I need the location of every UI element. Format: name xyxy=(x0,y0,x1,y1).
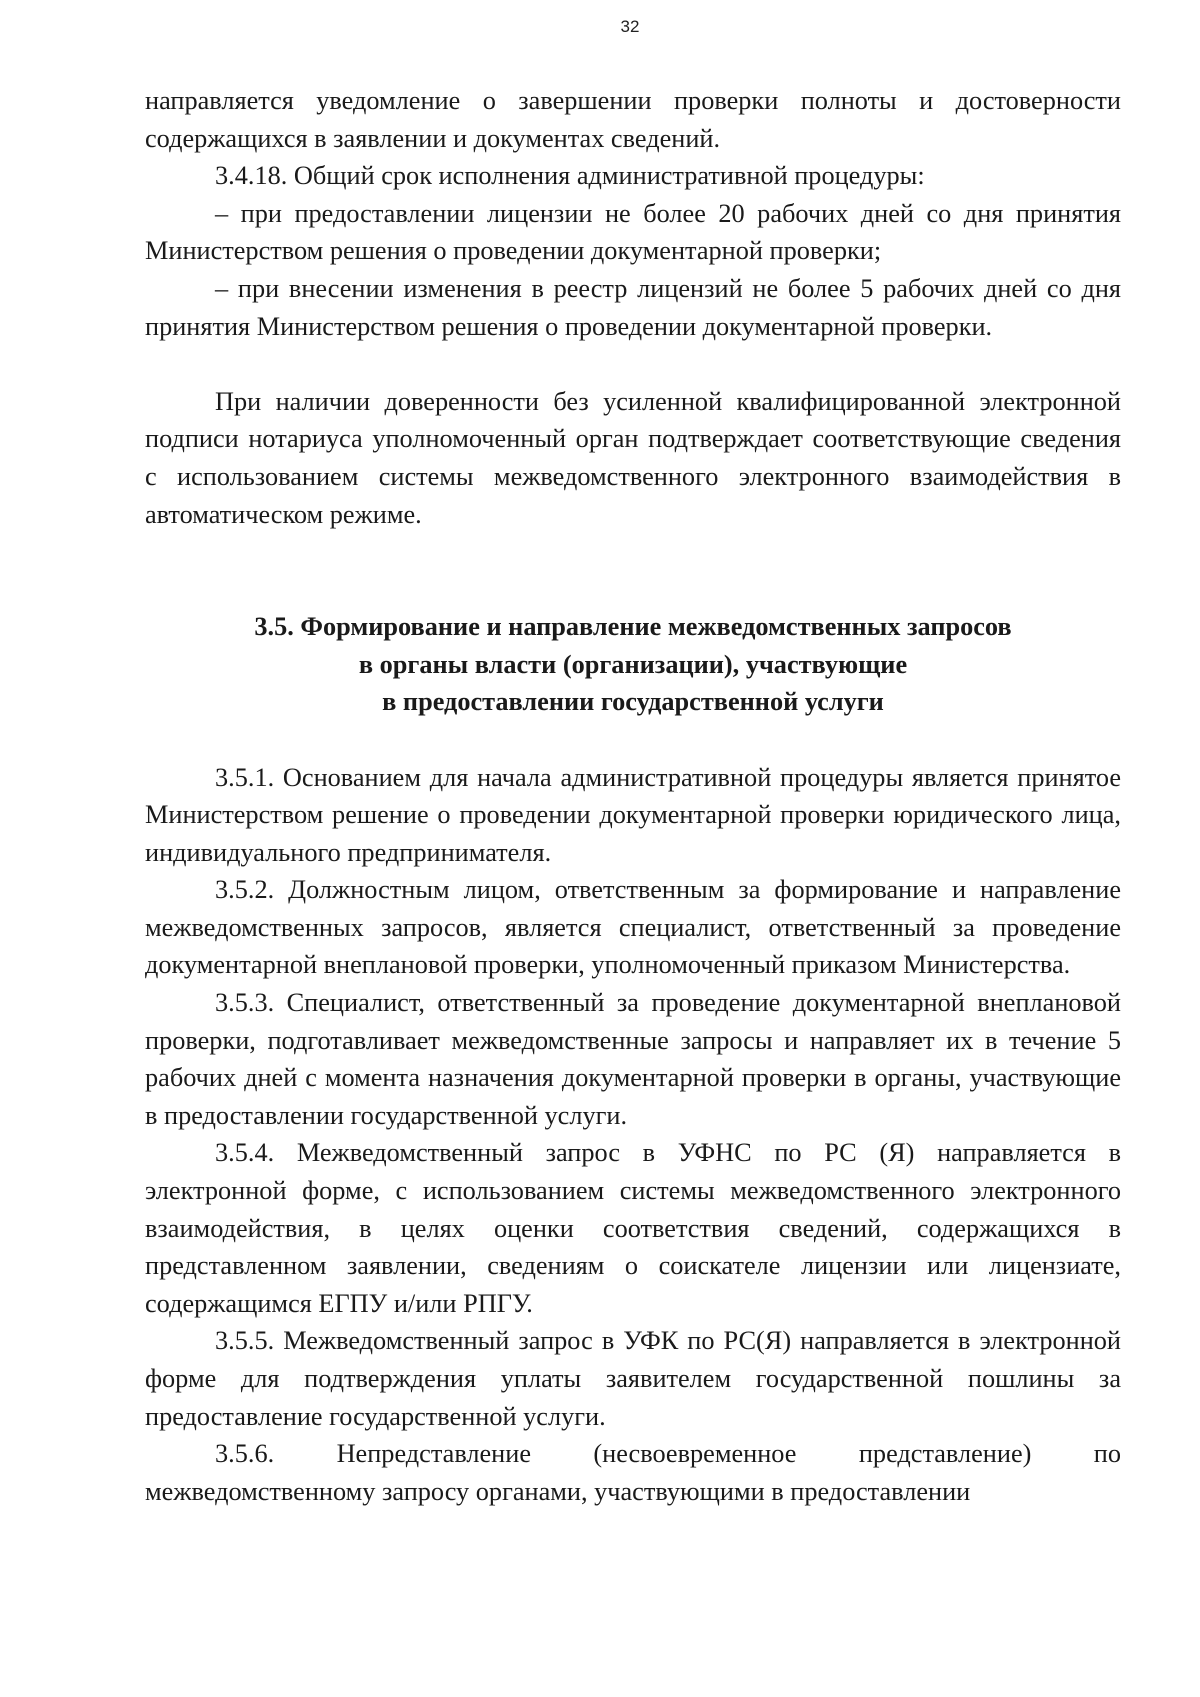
paragraph-3-5-2: 3.5.2. Должностным лицом, ответственным за формирование и направление межведомственных запросов, является специалист, ответственный за проведение документарной внеплановой проверки, уполномоченный приказом Министерства. xyxy=(145,875,1121,980)
spacer xyxy=(145,345,1121,383)
paragraph-power-of-attorney: При наличии доверенности без усиленной квалифицированной электронной подписи нотариуса уполномоченный орган подтверждает соответствующие сведения с использованием системы межведомственного электронного взаимодействия в автоматическом режиме. xyxy=(145,386,1121,529)
paragraph-continuation: направляется уведомление о завершении проверки полноты и достоверности содержащихся в заявлении и документах сведений. xyxy=(145,86,1121,153)
spacer xyxy=(145,533,1121,608)
section-heading-line: в органы власти (организации), участвующие xyxy=(358,649,908,679)
paragraph-3-5-5: 3.5.5. Межведомственный запрос в УФК по РС(Я) направляется в электронной форме для подтверждения уплаты заявителем государственной пошлины за предоставление государственной услуги. xyxy=(145,1326,1121,1431)
paragraph-3-5-6: 3.5.6. Непредставление (несвоевременное представление) по межведомственному запросу органами, участвующими в предоставлении xyxy=(145,1439,1121,1506)
spacer xyxy=(145,721,1121,759)
paragraph-3-5-4: 3.5.4. Межведомственный запрос в УФНС по РС (Я) направляется в электронной форме, с использованием системы межведомственного электронного взаимодействия, в целях оценки соответствия сведений, содержащихся в представленном заявлении, сведениям о соискателе лицензии или лицензиате, содержащимся ЕГПУ и/или РПГУ. xyxy=(145,1138,1121,1318)
paragraph-3-5-1: 3.5.1. Основанием для начала административной процедуры является принятое Министерством решение о проведении документарной проверки юридического лица, индивидуального предпринимателя. xyxy=(145,762,1121,867)
paragraph-3-4-18: 3.4.18. Общий срок исполнения административной процедуры: xyxy=(215,161,925,191)
list-item-license-term: – при предоставлении лицензии не более 20 рабочих дней со дня принятия Министерством решения о проведении документарной проверки; xyxy=(145,198,1121,266)
page-number: 32 xyxy=(620,17,640,36)
list-item-registry-change-term: – при внесении изменения в реестр лицензий не более 5 рабочих дней со дня принятия Министерством решения о проведении документарной проверки. xyxy=(145,273,1121,341)
document-body xyxy=(145,82,1121,1510)
section-heading-line: в предоставлении государственной услуги xyxy=(382,687,884,717)
paragraph-3-5-3: 3.5.3. Специалист, ответственный за проведение документарной внеплановой проверки, подготавливает межведомственные запросы и направляет их в течение 5 рабочих дней с момента назначения документарной проверки в органы, участвующие в предоставлении государственной услуги. xyxy=(145,988,1121,1130)
section-heading-line: 3.5. Формирование и направление межведомственных запросов xyxy=(254,612,1012,642)
section-heading-3-5 xyxy=(145,608,1121,721)
